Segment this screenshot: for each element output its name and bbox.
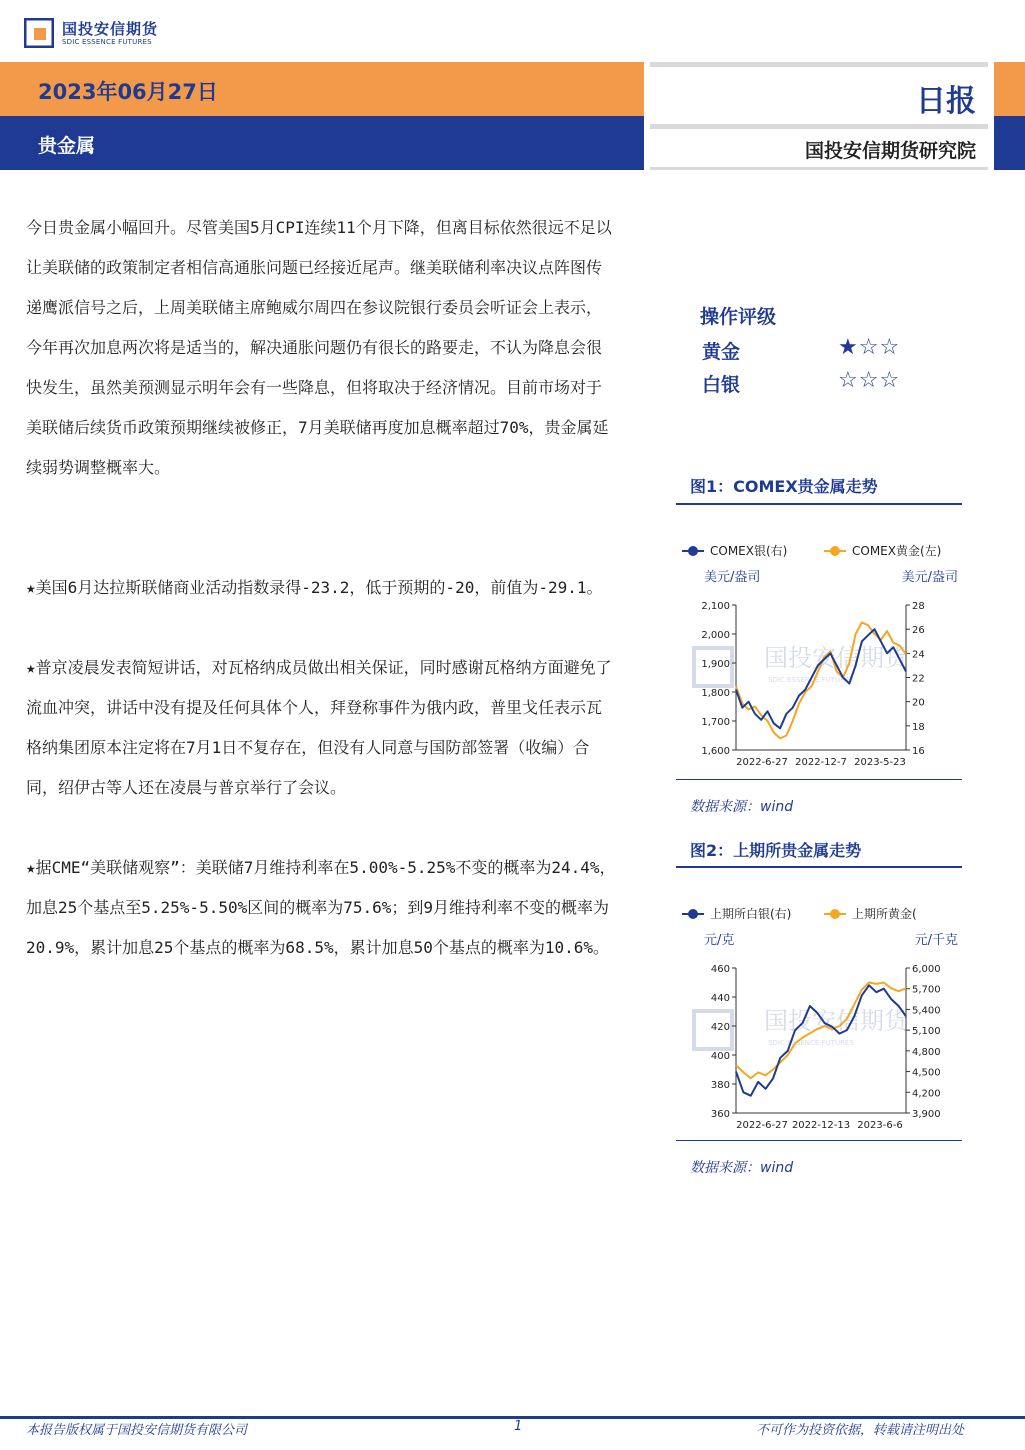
footer-disclaimer: 不可作为投资依据，转载请注明出处 [756, 1423, 965, 1438]
legend-marker-icon [688, 546, 698, 556]
right-axis-unit: 元/千克 [914, 933, 958, 948]
right-tick-label: 5,100 [912, 1026, 941, 1038]
chart-svg [676, 530, 966, 780]
right-tick-label: 24 [912, 649, 925, 661]
right-tick-label: 26 [912, 625, 925, 637]
x-tick-label: 2022-12-7 [795, 757, 847, 768]
institute-name: 国投安信期货研究院 [804, 140, 976, 162]
right-axis-unit: 美元/盎司 [901, 570, 958, 585]
x-tick-label: 2023-5-23 [854, 757, 906, 768]
figure2-title: 图2：上期所贵金属走势 [690, 841, 862, 860]
logo-mark-icon [24, 18, 54, 48]
star-rating-icon: ★☆☆ [838, 335, 901, 360]
rating-gold-stars [838, 335, 900, 360]
star-rating-icon: ☆☆☆ [838, 368, 901, 393]
legend-marker-icon [688, 909, 698, 919]
right-tick-label: 5,700 [912, 984, 941, 996]
x-tick-label: 2022-6-27 [736, 1120, 788, 1131]
right-tick-label: 22 [912, 673, 925, 685]
left-axis-unit: 美元/盎司 [704, 570, 761, 585]
left-tick-label: 2,100 [701, 601, 730, 612]
figure1-source: 数据来源：wind [690, 799, 794, 815]
watermark-text-cn: 国投安信期货 [764, 644, 908, 672]
left-axis-unit: 元/克 [704, 933, 735, 948]
report-type: 日报 [916, 84, 976, 119]
news-item: ★美国6月达拉斯联储商业活动指数录得-23.2，低于预期的-20，前值为-29.1。 [26, 578, 603, 597]
rating-title: 操作评级 [700, 306, 777, 328]
left-tick-label: 460 [710, 964, 730, 975]
figure2-chart [676, 893, 966, 1143]
intro-paragraph: 今日贵金属小幅回升。尽管美国5月CPI连续11个月下降，但离目标依然很远不足以让美联储的政策制定者相信高通胀问题已经接近尾声。继美联储利率决议点阵图传递鹰派信号之后，上周美联储主席鲍威尔周四在参议院银行委员会听证会上表示，今年再次加息两次将是适当的，解决通胀问题仍有很长的路要走，不认为降息会很快发生，虽然美预测显示明年会有一些降息，但将取决于经济情况。目前市场对于美联储后续货币政策预期继续被修正，7月美联储再度加息概率超过70%，贵金属延续弱势调整概率大。 [26, 218, 612, 477]
figure1-top-rule [676, 503, 962, 505]
company-logo [24, 16, 174, 52]
header-divider [650, 124, 988, 129]
rating-gold-label: 黄金 [702, 341, 741, 363]
right-tick-label: 4,200 [912, 1088, 941, 1100]
right-tick-label: 4,500 [912, 1067, 941, 1079]
right-tick-label: 5,400 [912, 1005, 941, 1017]
left-tick-label: 400 [710, 1051, 730, 1062]
logo-name-en: SDIC ESSENCE FUTURES [62, 38, 152, 46]
watermark-text-cn: 国投安信期货 [764, 1007, 908, 1035]
right-tick-label: 4,800 [912, 1046, 941, 1058]
figure1-bottom-rule [676, 779, 962, 780]
header-accent-blue [994, 116, 1025, 170]
news-item: ★据CME“美联储观察”：美联储7月维持利率在5.00%-5.25%不变的概率为24.4%，加息25个基点至5.25%-5.50%区间的概率为75.6%；到9月维持利率不变的概率为20.9%，累计加息25个基点的概率为68.5%，累计加息50个基点的概率为10.6%。 [26, 858, 616, 957]
figure2-top-rule [676, 866, 962, 868]
left-tick-label: 1,800 [701, 688, 730, 699]
watermark-text-en: SDIC ESSENCE FUTURES [768, 1039, 854, 1047]
news-item: ★普京凌晨发表简短讲话，对瓦格纳成员做出相关保证，同时感谢瓦格纳方面避免了流血冲突，讲话中没有提及任何具体个人，拜登称事件为俄内政，普里戈任表示瓦格纳集团原本注定将在7月1日不复存在，但没有人同意与国防部签署（收编）合同，绍伊古等人还在凌晨与普京举行了会议。 [26, 658, 612, 797]
x-tick-label: 2023-6-6 [857, 1120, 903, 1131]
header-accent-orange [994, 62, 1025, 116]
rating-silver-label: 白银 [702, 374, 741, 396]
header-divider [650, 62, 988, 67]
footer-copyright: 本报告版权属于国投安信期货有限公司 [26, 1423, 248, 1438]
right-tick-label: 20 [912, 697, 925, 709]
legend-label: 上期所白银(右) [710, 907, 792, 921]
left-tick-label: 1,700 [701, 717, 730, 728]
page-number: 1 [514, 1419, 523, 1434]
right-tick-label: 3,900 [912, 1109, 941, 1120]
report-date: 2023年06月27日 [38, 80, 218, 104]
left-tick-label: 380 [710, 1080, 730, 1091]
legend-label: COMEX银(右) [710, 544, 788, 558]
legend-marker-icon [830, 909, 840, 919]
logo-name-cn: 国投安信期货 [62, 20, 159, 38]
figure2-bottom-rule [676, 1140, 962, 1141]
left-tick-label: 440 [710, 993, 730, 1004]
figure1-chart [676, 530, 966, 780]
report-section: 贵金属 [38, 135, 96, 157]
x-tick-label: 2022-6-27 [736, 757, 788, 768]
header-band-blue [0, 116, 644, 170]
left-tick-label: 2,000 [701, 630, 730, 641]
legend-marker-icon [830, 546, 840, 556]
chart-svg [676, 893, 966, 1143]
left-tick-label: 1,900 [701, 659, 730, 670]
right-tick-label: 6,000 [912, 964, 941, 975]
left-tick-label: 360 [710, 1109, 730, 1120]
left-tick-label: 420 [710, 1022, 730, 1033]
left-tick-label: 1,600 [701, 746, 730, 757]
header-divider [650, 167, 988, 170]
figure1-title: 图1：COMEX贵金属走势 [690, 477, 878, 496]
watermark-text-en: SDIC ESSENCE FUTURES [768, 676, 854, 684]
right-tick-label: 18 [912, 721, 925, 733]
x-tick-label: 2022-12-13 [791, 1120, 851, 1131]
right-tick-label: 16 [912, 746, 925, 757]
legend-label: COMEX黄金(左) [852, 544, 942, 558]
rating-silver-stars [838, 368, 900, 393]
figure2-source: 数据来源：wind [690, 1160, 794, 1176]
legend-label: 上期所黄金( [852, 907, 917, 921]
right-tick-label: 28 [912, 601, 925, 612]
